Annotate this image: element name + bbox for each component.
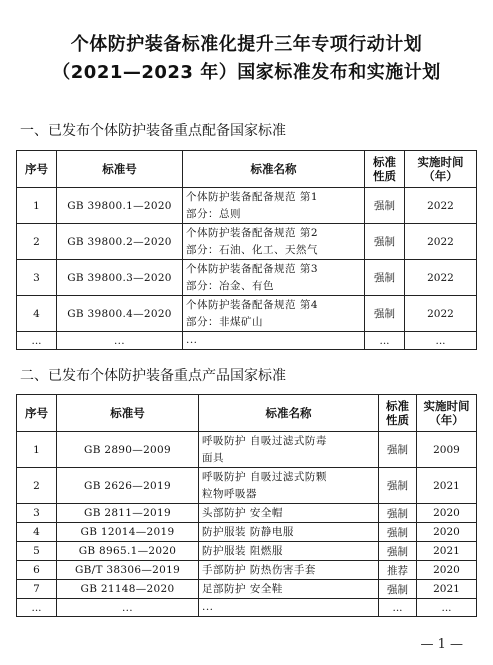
row-name: 个体防护装备配备规范 第3 部分：冶金、有色 (183, 260, 365, 296)
row-code: ... (57, 599, 199, 617)
table-row (17, 504, 477, 523)
table-row (17, 188, 477, 224)
row-year: 2021 (417, 468, 477, 504)
row-no: 7 (17, 580, 57, 599)
row-nature: 强制 (379, 523, 417, 542)
header-year: 实施时间 （年） (405, 151, 477, 188)
row-code: GB 2626—2019 (57, 468, 199, 504)
row-name: 呼吸防护 自吸过滤式防颗 粒物呼吸器 (199, 468, 379, 504)
section-heading-2: 二、已发布个体防护装备重点产品国家标准 (20, 368, 286, 384)
row-name: 头部防护 安全帽 (199, 504, 379, 523)
document-title-line-1: 个体防护装备标准化提升三年专项行动计划 (70, 34, 423, 55)
row-nature: 强制 (379, 468, 417, 504)
row-no: 4 (17, 523, 57, 542)
row-code: GB 12014—2019 (57, 523, 199, 542)
header-code: 标准号 (57, 151, 183, 188)
row-nature: ... (379, 599, 417, 617)
section-heading-1: 一、已发布个体防护装备重点配备国家标准 (20, 123, 286, 139)
row-no: 1 (17, 432, 57, 468)
page-number: — 1 — (420, 637, 463, 652)
header-no: 序号 (17, 151, 57, 188)
table-header-row (17, 395, 477, 432)
row-no: 3 (17, 504, 57, 523)
row-no: 6 (17, 561, 57, 580)
row-year: 2022 (405, 296, 477, 332)
row-nature: 强制 (379, 542, 417, 561)
row-name: 足部防护 安全鞋 (199, 580, 379, 599)
row-name: 个体防护装备配备规范 第2 部分：石油、化工、天然气 (183, 224, 365, 260)
row-nature: 强制 (365, 260, 405, 296)
row-code: GB 39800.1—2020 (57, 188, 183, 224)
row-code: GB 21148—2020 (57, 580, 199, 599)
row-code: GB 39800.2—2020 (57, 224, 183, 260)
row-year: 2022 (405, 260, 477, 296)
table-row (17, 296, 477, 332)
table-header-row (17, 151, 477, 188)
header-name: 标准名称 (183, 151, 365, 188)
row-name: 个体防护装备配备规范 第4 部分：非煤矿山 (183, 296, 365, 332)
table-row (17, 599, 477, 617)
row-nature: 强制 (365, 188, 405, 224)
row-year: 2009 (417, 432, 477, 468)
table-row (17, 332, 477, 350)
row-no: 2 (17, 224, 57, 260)
row-year: ... (405, 332, 477, 350)
standards-table-2 (16, 394, 477, 617)
table-row (17, 432, 477, 468)
row-year: 2021 (417, 542, 477, 561)
row-nature: 强制 (379, 504, 417, 523)
row-year: 2022 (405, 224, 477, 260)
table-row (17, 523, 477, 542)
row-no: ... (17, 599, 57, 617)
header-no: 序号 (17, 395, 57, 432)
row-name: 防护服装 防静电服 (199, 523, 379, 542)
header-nature: 标准 性质 (379, 395, 417, 432)
row-name: 手部防护 防热伤害手套 (199, 561, 379, 580)
row-code: GB 8965.1—2020 (57, 542, 199, 561)
row-code: GB/T 38306—2019 (57, 561, 199, 580)
table-row (17, 260, 477, 296)
table-row (17, 468, 477, 504)
header-code: 标准号 (57, 395, 199, 432)
row-code: GB 2811—2019 (57, 504, 199, 523)
row-name: 防护服装 阻燃服 (199, 542, 379, 561)
row-name: 个体防护装备配备规范 第1 部分：总则 (183, 188, 365, 224)
row-year: 2021 (417, 580, 477, 599)
row-year: 2022 (405, 188, 477, 224)
row-name: ... (183, 332, 365, 350)
row-no: 5 (17, 542, 57, 561)
table-row (17, 580, 477, 599)
row-nature: 强制 (379, 580, 417, 599)
table-row (17, 224, 477, 260)
document-title-line-2: （2021—2023 年）国家标准发布和实施计划 (52, 62, 441, 83)
row-no: 4 (17, 296, 57, 332)
header-nature: 标准 性质 (365, 151, 405, 188)
row-nature: 强制 (365, 224, 405, 260)
row-no: 2 (17, 468, 57, 504)
table-row (17, 561, 477, 580)
row-nature: ... (365, 332, 405, 350)
row-no: ... (17, 332, 57, 350)
row-code: GB 39800.3—2020 (57, 260, 183, 296)
row-no: 3 (17, 260, 57, 296)
header-name: 标准名称 (199, 395, 379, 432)
header-year: 实施时间 （年） (417, 395, 477, 432)
table-row (17, 542, 477, 561)
row-year: 2020 (417, 523, 477, 542)
row-no: 1 (17, 188, 57, 224)
standards-table-1 (16, 150, 477, 350)
row-code: GB 39800.4—2020 (57, 296, 183, 332)
row-year: ... (417, 599, 477, 617)
row-year: 2020 (417, 561, 477, 580)
row-year: 2020 (417, 504, 477, 523)
row-nature: 推荐 (379, 561, 417, 580)
row-name: ... (199, 599, 379, 617)
row-nature: 强制 (379, 432, 417, 468)
row-code: ... (57, 332, 183, 350)
row-name: 呼吸防护 自吸过滤式防毒 面具 (199, 432, 379, 468)
row-nature: 强制 (365, 296, 405, 332)
row-code: GB 2890—2009 (57, 432, 199, 468)
